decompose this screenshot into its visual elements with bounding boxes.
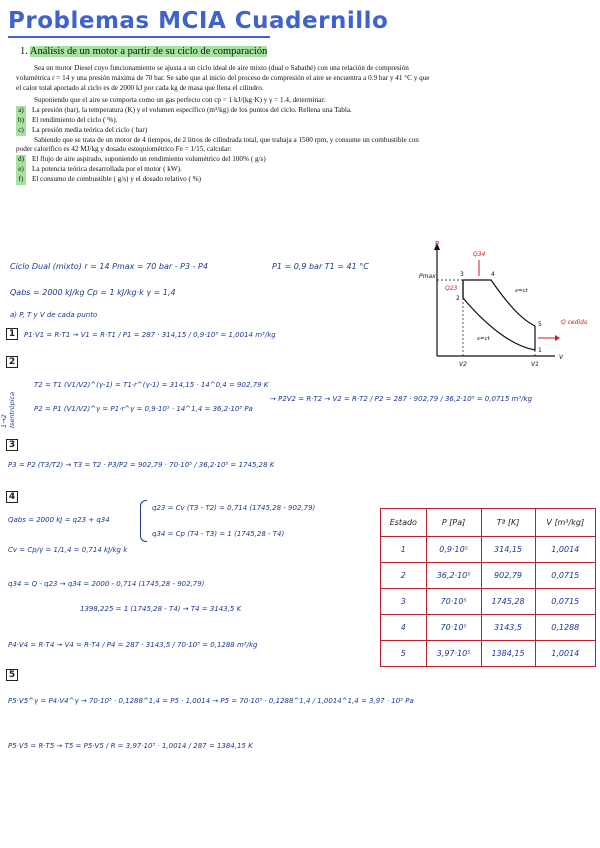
statement-paragraph-1: Sea un motor Diesel cuyo funcionamiento se ajusta a un ciclo ideal de aire mixto (dual o Sabathé) con una relación de compresión volumétrica r = 14 y una presión máxima de 70 bar. Se sabe que al inicio del proceso de compresión el aire se encuentra a 0.9 bar y 41 °C y que el calor total aportado al ciclo es de 2000 kJ por cada kg de masa que llena el cilindro. [16, 64, 430, 92]
list-item [16, 175, 436, 185]
table-cell: 0,0715 [535, 563, 595, 589]
notes-line-2: Qabs = 2000 kJ/kg Cp = 1 kJ/kg·k γ = 1,4 [10, 288, 176, 297]
q-cedido-arrowhead [555, 335, 560, 341]
pmax-label: Pmax [419, 273, 436, 280]
item-text: La presión media teórica del ciclo ( bar) [32, 125, 148, 134]
s-ct-upper-label: s=ct [515, 288, 528, 294]
table-cell: 0,1288 [535, 615, 595, 641]
section-5-p5: P5·V5^γ = P4·V4^γ → 70·10⁵ · 0,1288^1,4 = P5 · 1,0014 → P5 = 70·10⁵ · 0,1288^1,4 / 1,0014^1,4 = 3,97 · 10⁵ Pa [8, 697, 414, 705]
statement-paragraph-3: Sabiendo que se trata de un motor de 4 tiempos, de 2 litros de cilindrada total, que trabaja a 1500 rpm, y consume un combustible con poder calorífico es 42 MJ/kg y dosado estequiométrico Fe = 1/15, calcular: [16, 135, 419, 154]
item-text: La presión (bar), la temperatura (K) y el volumen específico (m³/kg) de los puntos del ciclo. Rellena una Tabla. [32, 106, 352, 115]
state-table [380, 508, 596, 667]
section-4-q34: q34 = Cp (T4 - T3) = 1 (1745,28 - T4) [152, 530, 285, 538]
point-5-label: 5 [538, 321, 542, 328]
title-underline [8, 36, 270, 38]
table-cell: 1,0014 [535, 641, 595, 667]
item-letter: b) [18, 115, 24, 124]
table-header-cell: Tª [K] [481, 509, 535, 537]
item-letter: a) [16, 106, 26, 116]
section-5-t5: P5·V5 = R·T5 → T5 = P5·V5 / R = 3,97·10⁵ · 1,0014 / 287 = 1384,15 K [8, 742, 253, 750]
table-cell: 1384,15 [481, 641, 535, 667]
q23-label: Q23 [445, 285, 458, 292]
section-2-volume: → P2V2 = R·T2 → V2 = R·T2 / P2 = 287 · 902,79 / 36,2·10⁵ = 0,0715 m³/kg [270, 395, 533, 403]
point-4-label: 4 [491, 271, 495, 278]
page-title: Problemas MCIA Cuadernillo [8, 8, 389, 34]
statement-paragraph-2: Suponiendo que el aire se comporta como un gas perfecto con cp = 1 kJ/(kg·K) y γ = 1.4, determinar: [34, 96, 326, 105]
problem-statement [16, 64, 436, 185]
section-1-box: 1 [6, 328, 18, 340]
pv-diagram [415, 238, 595, 370]
section-4-v4: P4·V4 = R·T4 → V4 = R·T4 / P4 = 287 · 3143,5 / 70·10⁵ = 0,1288 m³/kg [8, 641, 258, 649]
section-2-box: 2 [6, 356, 18, 368]
table-cell: 5 [381, 641, 427, 667]
section-1-formula: P1·V1 = R·T1 → V1 = R·T1 / P1 = 287 · 314,15 / 0,9·10⁵ = 1,0014 m³/kg [24, 331, 276, 339]
section-2-temperature: T2 = T1 (V1/V2)^(γ-1) = T1·r^(γ-1) = 314,15 · 14^0,4 = 902,79 K [34, 381, 269, 389]
table-header-cell: V [m³/kg] [535, 509, 595, 537]
problem-title: Análisis de un motor a partir de su ciclo de comparación [29, 46, 268, 57]
section-4-cv: Cv = Cp/γ = 1/1,4 = 0,714 kJ/kg k [8, 546, 128, 554]
section-2-isentropic-note: 1→2 Isentrópica [0, 391, 16, 428]
table-cell: 70·10⁵ [426, 615, 481, 641]
table-header-cell: Estado [381, 509, 427, 537]
table-header-row [381, 509, 596, 537]
table-cell: 4 [381, 615, 427, 641]
q34-label: Q34 [473, 251, 486, 258]
q-cedido-label: Q cedido [561, 319, 588, 326]
notes-line-3: a) P, T y V de cada punto [10, 311, 98, 319]
v1-label: V1 [531, 361, 539, 368]
point-1-label: 1 [538, 347, 542, 354]
point-3-label: 3 [460, 271, 464, 278]
notes-line-1b: P1 = 0,9 bar T1 = 41 °C [272, 262, 369, 271]
item-letter: c) [16, 126, 26, 136]
item-text: El rendimiento del ciclo ( %). [32, 115, 118, 124]
table-row [381, 641, 596, 667]
section-5-box: 5 [6, 669, 18, 681]
table-cell: 1,0014 [535, 537, 595, 563]
table-cell: 0,9·10⁵ [426, 537, 481, 563]
brace [140, 500, 147, 542]
item-letter: d) [18, 155, 24, 164]
table-cell: 902,79 [481, 563, 535, 589]
list-item [16, 106, 436, 116]
problem-number: 1. [20, 46, 28, 57]
table-cell: 3143,5 [481, 615, 535, 641]
table-cell: 314,15 [481, 537, 535, 563]
list-item [16, 126, 436, 136]
list-item [16, 155, 436, 165]
v-axis-label: V [559, 354, 564, 361]
table-cell: 1745,28 [481, 589, 535, 615]
section-3-box: 3 [6, 439, 18, 451]
list-item [16, 165, 436, 175]
section-2-pressure: P2 = P1 (V1/V2)^γ = P1·r^γ = 0,9·10⁵ · 14^1,4 = 36,2·10⁵ Pa [34, 405, 253, 413]
section-4-t4: 1398,225 = 1 (1745,28 - T4) → T4 = 3143,5 K [80, 605, 242, 613]
notes-line-1: Ciclo Dual (mixto) r = 14 Pmax = 70 bar - P3 - P4 [10, 262, 208, 271]
table-cell: 2 [381, 563, 427, 589]
list-item [16, 116, 436, 126]
s-ct-lower-label: s=ct [477, 336, 490, 342]
section-4-box: 4 [6, 491, 18, 503]
section-4-q23: q23 = Cv (T3 - T2) = 0,714 (1745,28 - 902,79) [152, 504, 316, 512]
item-text: El consumo de combustible ( g/s) y el dosado relativo ( %) [32, 174, 202, 183]
point-2-label: 2 [456, 295, 460, 302]
table-cell: 70·10⁵ [426, 589, 481, 615]
table-row [381, 589, 596, 615]
table-row [381, 537, 596, 563]
table-row [381, 615, 596, 641]
table-row [381, 563, 596, 589]
item-letter: f) [16, 175, 26, 185]
item-text: La potencia teórica desarrollada por el motor ( kW). [32, 164, 182, 173]
table-cell: 1 [381, 537, 427, 563]
item-letter: e) [16, 165, 26, 175]
table-cell: 3 [381, 589, 427, 615]
item-text: El flujo de aire aspirado, suponiendo un rendimiento volumétrico del 100% ( g/s) [32, 155, 266, 164]
section-4-q34-solve: q34 = Q - q23 → q34 = 2000 - 0,714 (1745,28 - 902,79) [8, 580, 205, 588]
v2-label: V2 [459, 361, 467, 368]
problem-heading [20, 46, 267, 57]
table-cell: 0,0715 [535, 589, 595, 615]
section-3-formula: P3 = P2 (T3/T2) → T3 = T2 · P3/P2 = 902,79 · 70·10⁵ / 36,2·10⁵ = 1745,28 K [8, 461, 275, 469]
table-cell: 3,97·10⁵ [426, 641, 481, 667]
p-axis-label: P [435, 240, 440, 248]
table-header-cell: P [Pa] [426, 509, 481, 537]
section-4-qabs: Qabs = 2000 kJ = q23 + q34 [8, 516, 110, 524]
table-cell: 36,2·10⁵ [426, 563, 481, 589]
